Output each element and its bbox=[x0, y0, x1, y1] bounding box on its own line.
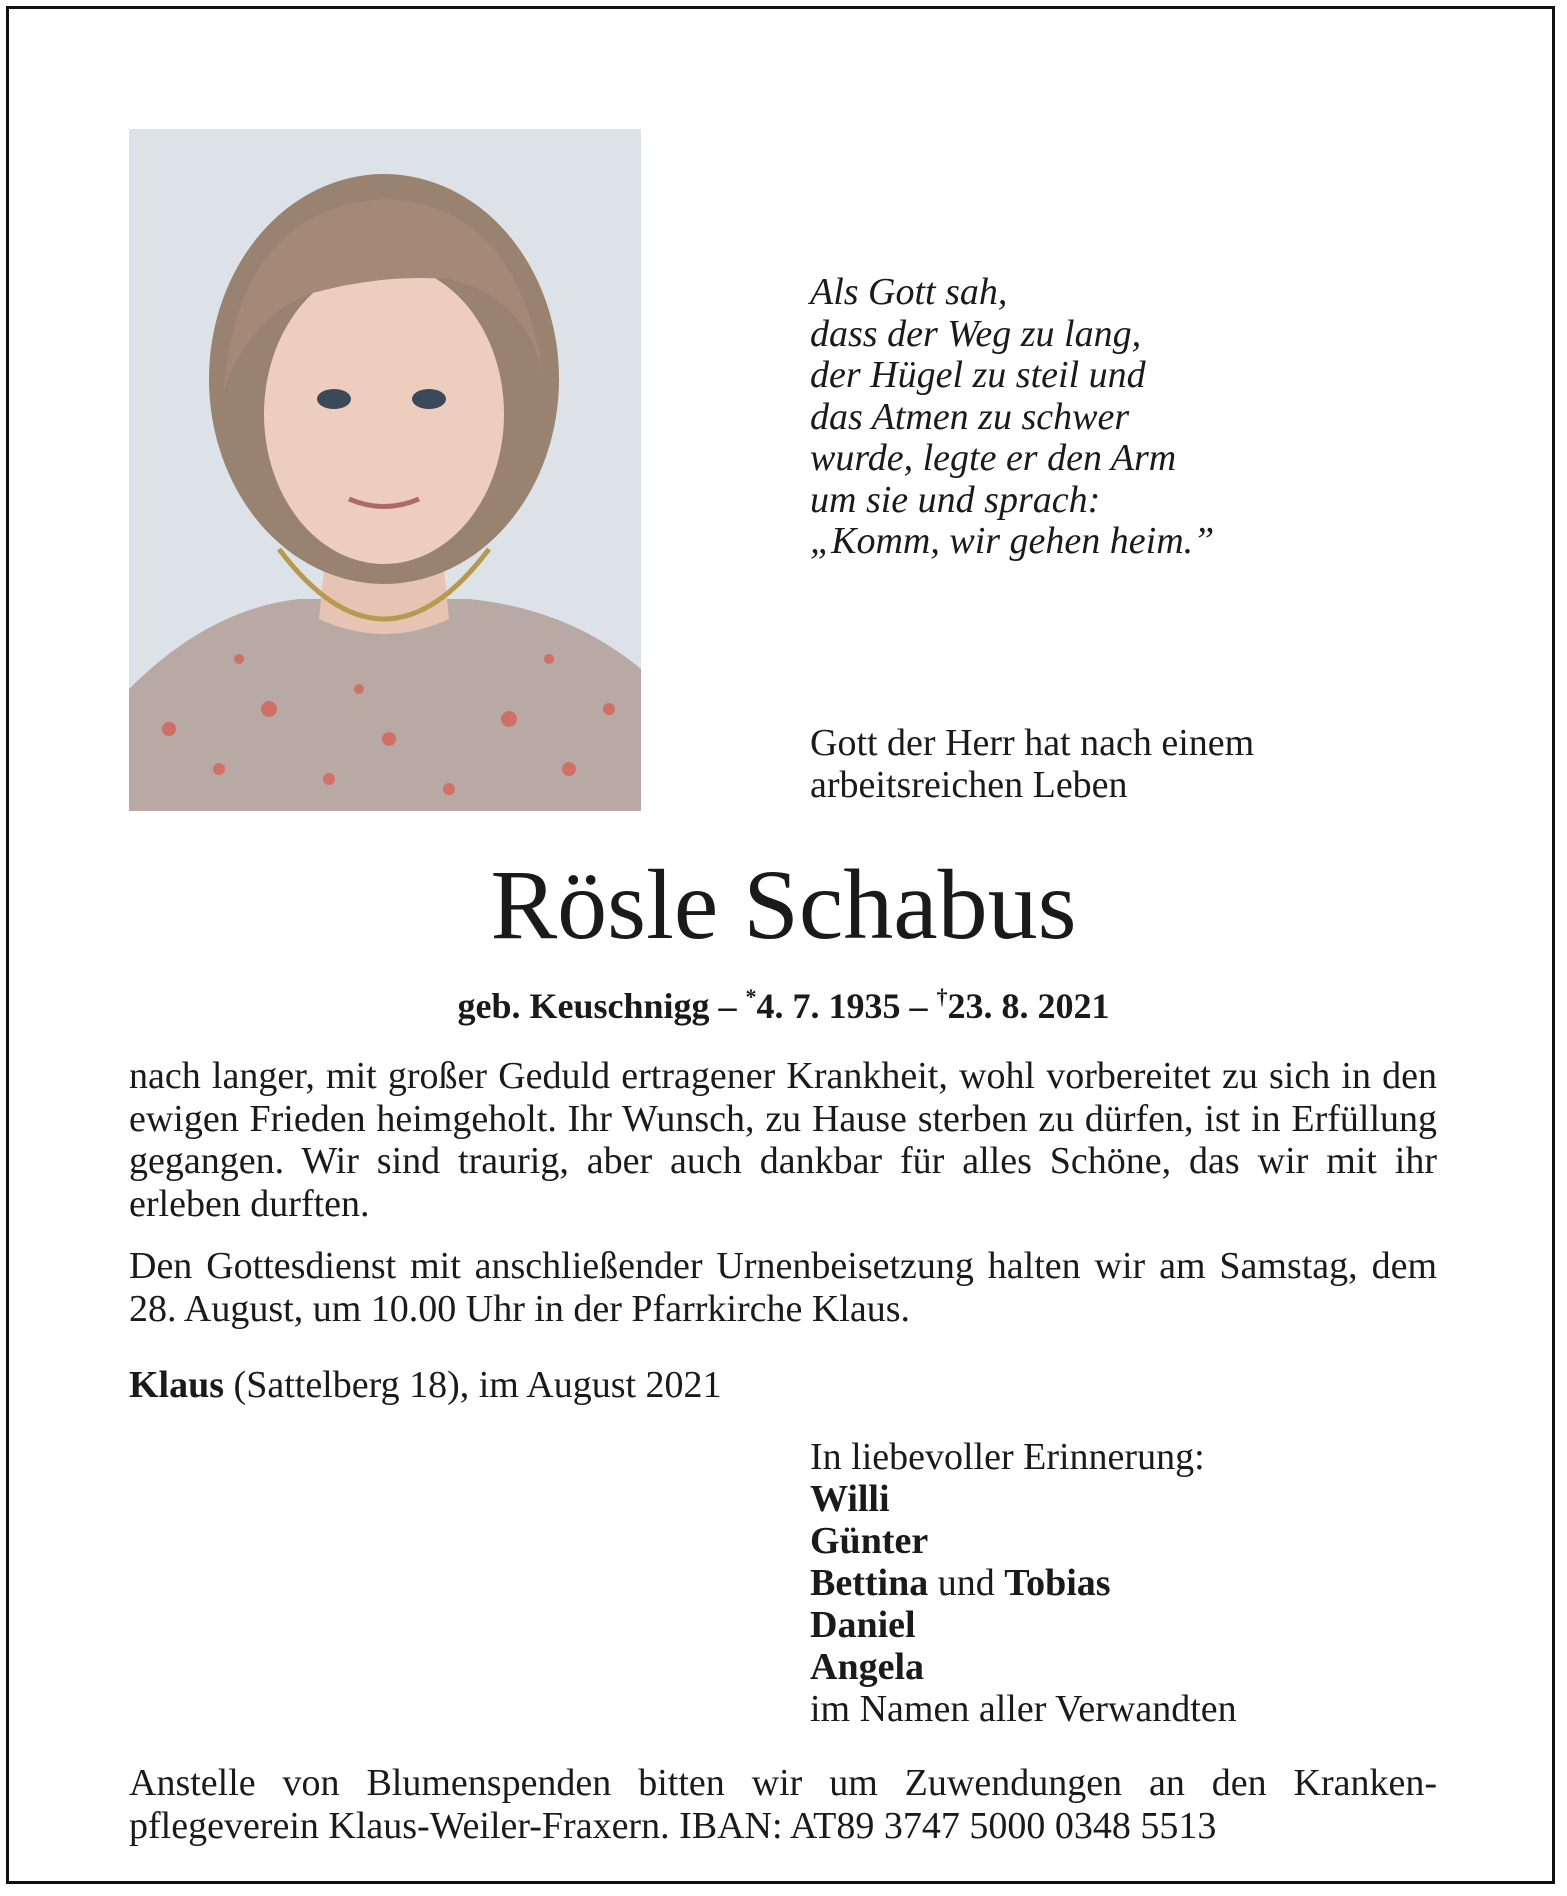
dash-separator: – bbox=[909, 986, 928, 1026]
place-rest: (Sattelberg 18), im August 2021 bbox=[224, 1364, 722, 1406]
deceased-name: Rösle Schabus bbox=[490, 849, 1077, 960]
intro-line: Gott der Herr hat nach einem bbox=[810, 722, 1255, 764]
birth-symbol: * bbox=[745, 984, 757, 1009]
poem-line: um sie und sprach: bbox=[810, 478, 1101, 521]
poem-line: Als Gott sah, bbox=[810, 271, 1008, 313]
mourner-name: Willi bbox=[810, 1478, 890, 1520]
portrait-photo bbox=[129, 129, 641, 811]
mourner-name: Günter bbox=[810, 1520, 929, 1562]
poem-line: das Atmen zu schwer bbox=[810, 395, 1130, 438]
intro-line: arbeitsreichen Leben bbox=[810, 764, 1128, 806]
intro-text bbox=[810, 722, 1450, 806]
donation-note: Anstelle von Blumenspenden bitten wir um Zuwendungen an den Kranken-pflegeverein Klaus-Weiler-Fraxern. IBAN: AT89 3747 5000 0348 5513 bbox=[129, 1762, 1437, 1847]
poem-line: dass der Weg zu lang, bbox=[810, 312, 1142, 355]
dash-separator: – bbox=[718, 986, 737, 1026]
poem-line: der Hügel zu steil und bbox=[810, 354, 1146, 396]
mourner-joiner: und bbox=[928, 1562, 1005, 1604]
funeral-info-paragraph: Den Gottesdienst mit anschließender Urnenbeisetzung halten wir am Samstag, dem 28. August, um 10.00 Uhr in der Pfarrkirche Klaus. bbox=[129, 1245, 1437, 1330]
mourners-list bbox=[810, 1436, 1450, 1730]
mourner-pair bbox=[810, 1562, 1450, 1604]
portrait-illustration bbox=[129, 129, 641, 811]
poem bbox=[810, 272, 1430, 563]
mourners-closing: im Namen aller Verwandten bbox=[810, 1688, 1237, 1730]
mourner-name: Bettina bbox=[810, 1562, 929, 1604]
place-and-date bbox=[129, 1363, 722, 1407]
poem-line: wurde, legte er den Arm bbox=[810, 437, 1177, 479]
birth-date: 4. 7. 1935 bbox=[756, 986, 901, 1026]
mourner-name: Daniel bbox=[810, 1604, 916, 1646]
announcement-paragraph: nach langer, mit großer Geduld ertragener Krankheit, wohl vorbereitet zu sich in den ewigen Frieden heimgeholt. Ihr Wunsch, zu Hause sterben zu dürfen, ist in Erfüllung gegangen. Wir sind traurig, aber auch dankbar für alles Schöne, das wir mit ihr erleben durften. bbox=[129, 1055, 1437, 1225]
life-dates bbox=[0, 975, 1567, 1028]
mourner-name: Tobias bbox=[1004, 1562, 1111, 1604]
mourner-name: Angela bbox=[810, 1646, 924, 1688]
death-date: 23. 8. 2021 bbox=[947, 986, 1110, 1026]
death-symbol: † bbox=[936, 984, 948, 1009]
poem-line: „Komm, wir gehen heim.” bbox=[810, 520, 1215, 562]
mourners-heading: In liebevoller Erinnerung: bbox=[810, 1436, 1205, 1478]
place-town: Klaus bbox=[129, 1364, 225, 1406]
maiden-name: geb. Keuschnigg bbox=[457, 986, 710, 1026]
